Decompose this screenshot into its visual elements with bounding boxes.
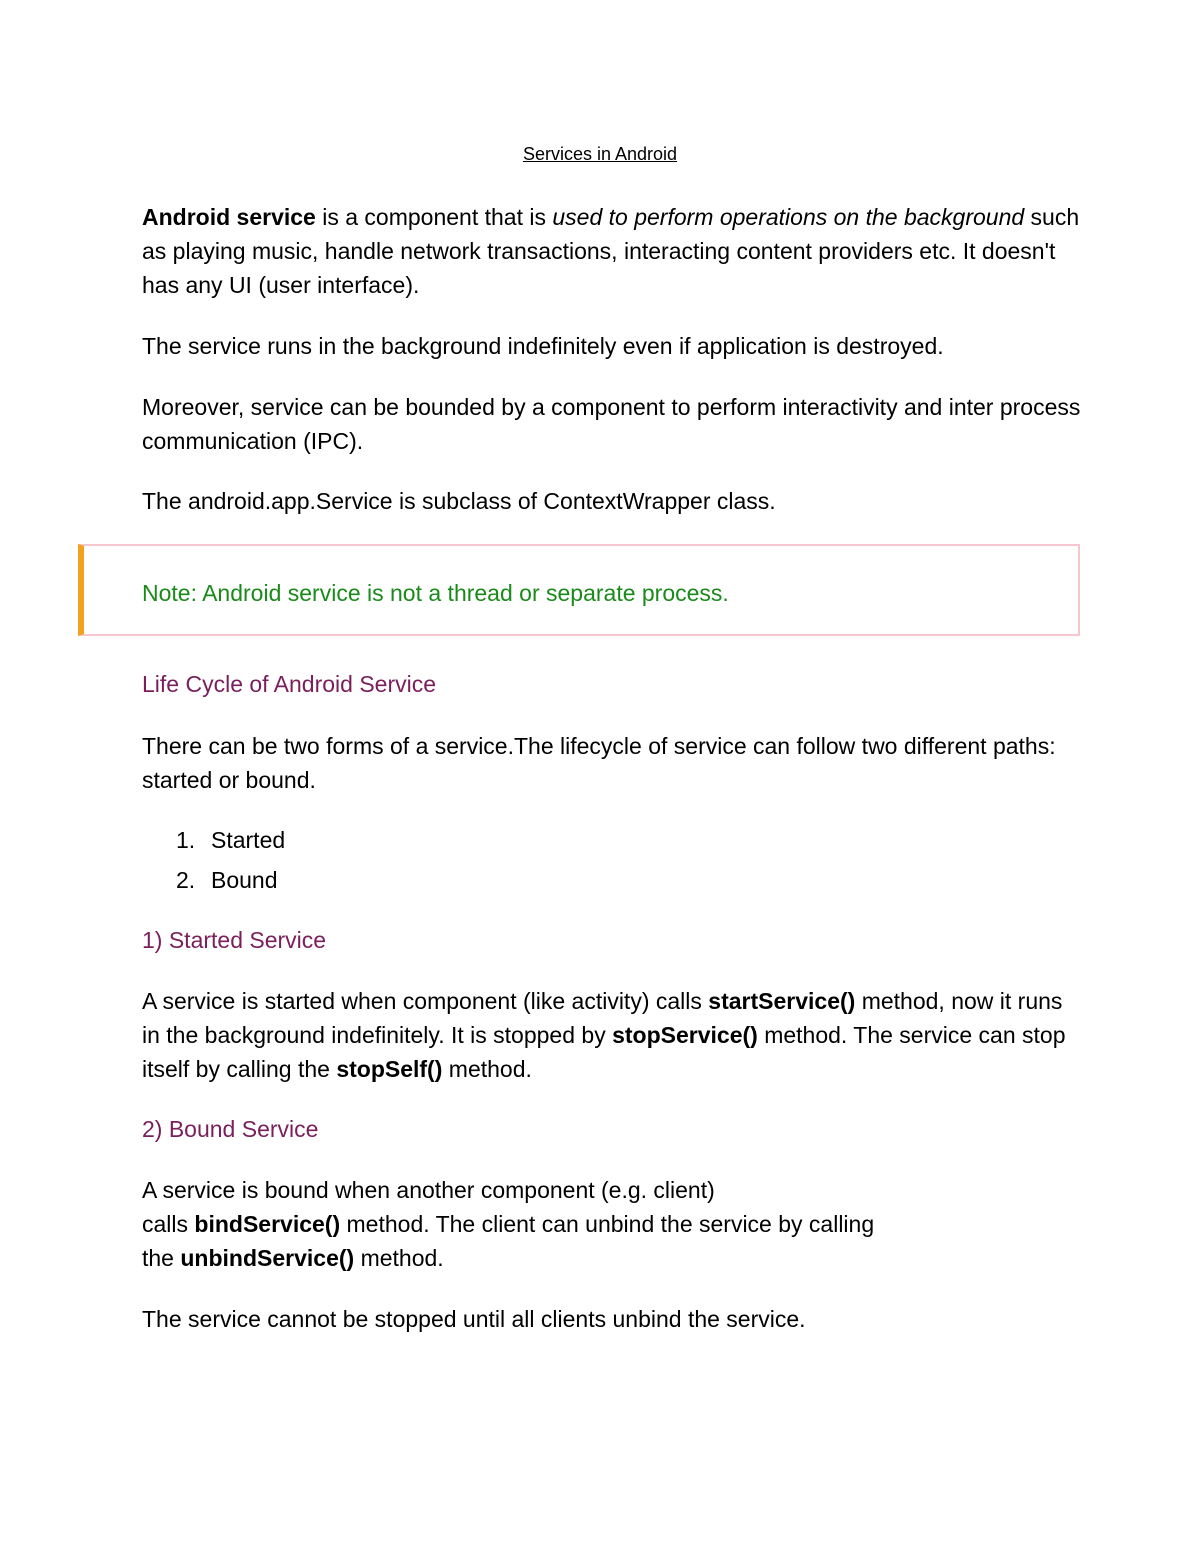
stop-service-method: stopService(): [612, 1022, 758, 1048]
paragraph-subclass: The android.app.Service is subclass of ContextWrapper class.: [142, 488, 776, 514]
bound-service-paragraph: [142, 1173, 1082, 1275]
document-title: Services in Android: [522, 144, 678, 164]
lifecycle-intro: There can be two forms of a service.The lifecycle of service can follow two different paths: started or bound.: [142, 733, 1056, 793]
list-item-number: 2.: [176, 867, 196, 893]
lifecycle-heading: Life Cycle of Android Service: [142, 671, 437, 697]
unbind-service-method: unbindService(): [180, 1245, 355, 1271]
start-service-method: startService(): [708, 988, 856, 1014]
bound-text-2: calls: [142, 1211, 195, 1237]
forms-list: [176, 820, 285, 900]
intro-paragraph: [142, 200, 1082, 302]
started-service-heading: 1) Started Service: [142, 927, 327, 953]
started-text-1: A service is started when component (like activity) calls: [142, 988, 709, 1014]
started-text-2: method, now it runs in the background indefinitely. It is stopped by: [142, 988, 1063, 1048]
bound-text-4: the: [142, 1245, 181, 1271]
intro-italic: used to perform operations on the background: [552, 204, 1025, 230]
list-item-label: Started: [211, 827, 286, 853]
paragraph-runs: The service runs in the background indefinitely even if application is destroyed.: [142, 333, 944, 359]
started-service-paragraph: [142, 984, 1082, 1086]
bound-text-3: method. The client can unbind the service by calling: [340, 1211, 875, 1237]
stop-self-method: stopSelf(): [336, 1056, 443, 1082]
list-item: [176, 860, 285, 900]
intro-text-a: is a component that is: [315, 204, 553, 230]
list-item-number: 1.: [176, 827, 196, 853]
bind-service-method: bindService(): [194, 1211, 341, 1237]
bound-text-5: method.: [354, 1245, 444, 1271]
intro-bold-term: Android service: [142, 204, 316, 230]
paragraph-bounded: Moreover, service can be bounded by a component to perform interactivity and inter process communication (IPC).: [142, 394, 1081, 454]
closing-paragraph: The service cannot be stopped until all clients unbind the service.: [142, 1306, 806, 1332]
note-box: [78, 544, 1080, 636]
list-item: [176, 820, 285, 860]
intro-text-b: such as playing music, handle network transactions, interacting content providers etc. It doesn't has any UI (user interface).: [142, 204, 1080, 298]
list-item-label: Bound: [211, 867, 278, 893]
started-text-4: method.: [442, 1056, 532, 1082]
note-text: Note: Android service is not a thread or separate process.: [142, 580, 729, 606]
started-text-3: method. The service can stop itself by calling the: [142, 1022, 1066, 1082]
bound-text-1: A service is bound when another component (e.g. client): [142, 1177, 715, 1203]
bound-service-heading: 2) Bound Service: [142, 1116, 319, 1142]
